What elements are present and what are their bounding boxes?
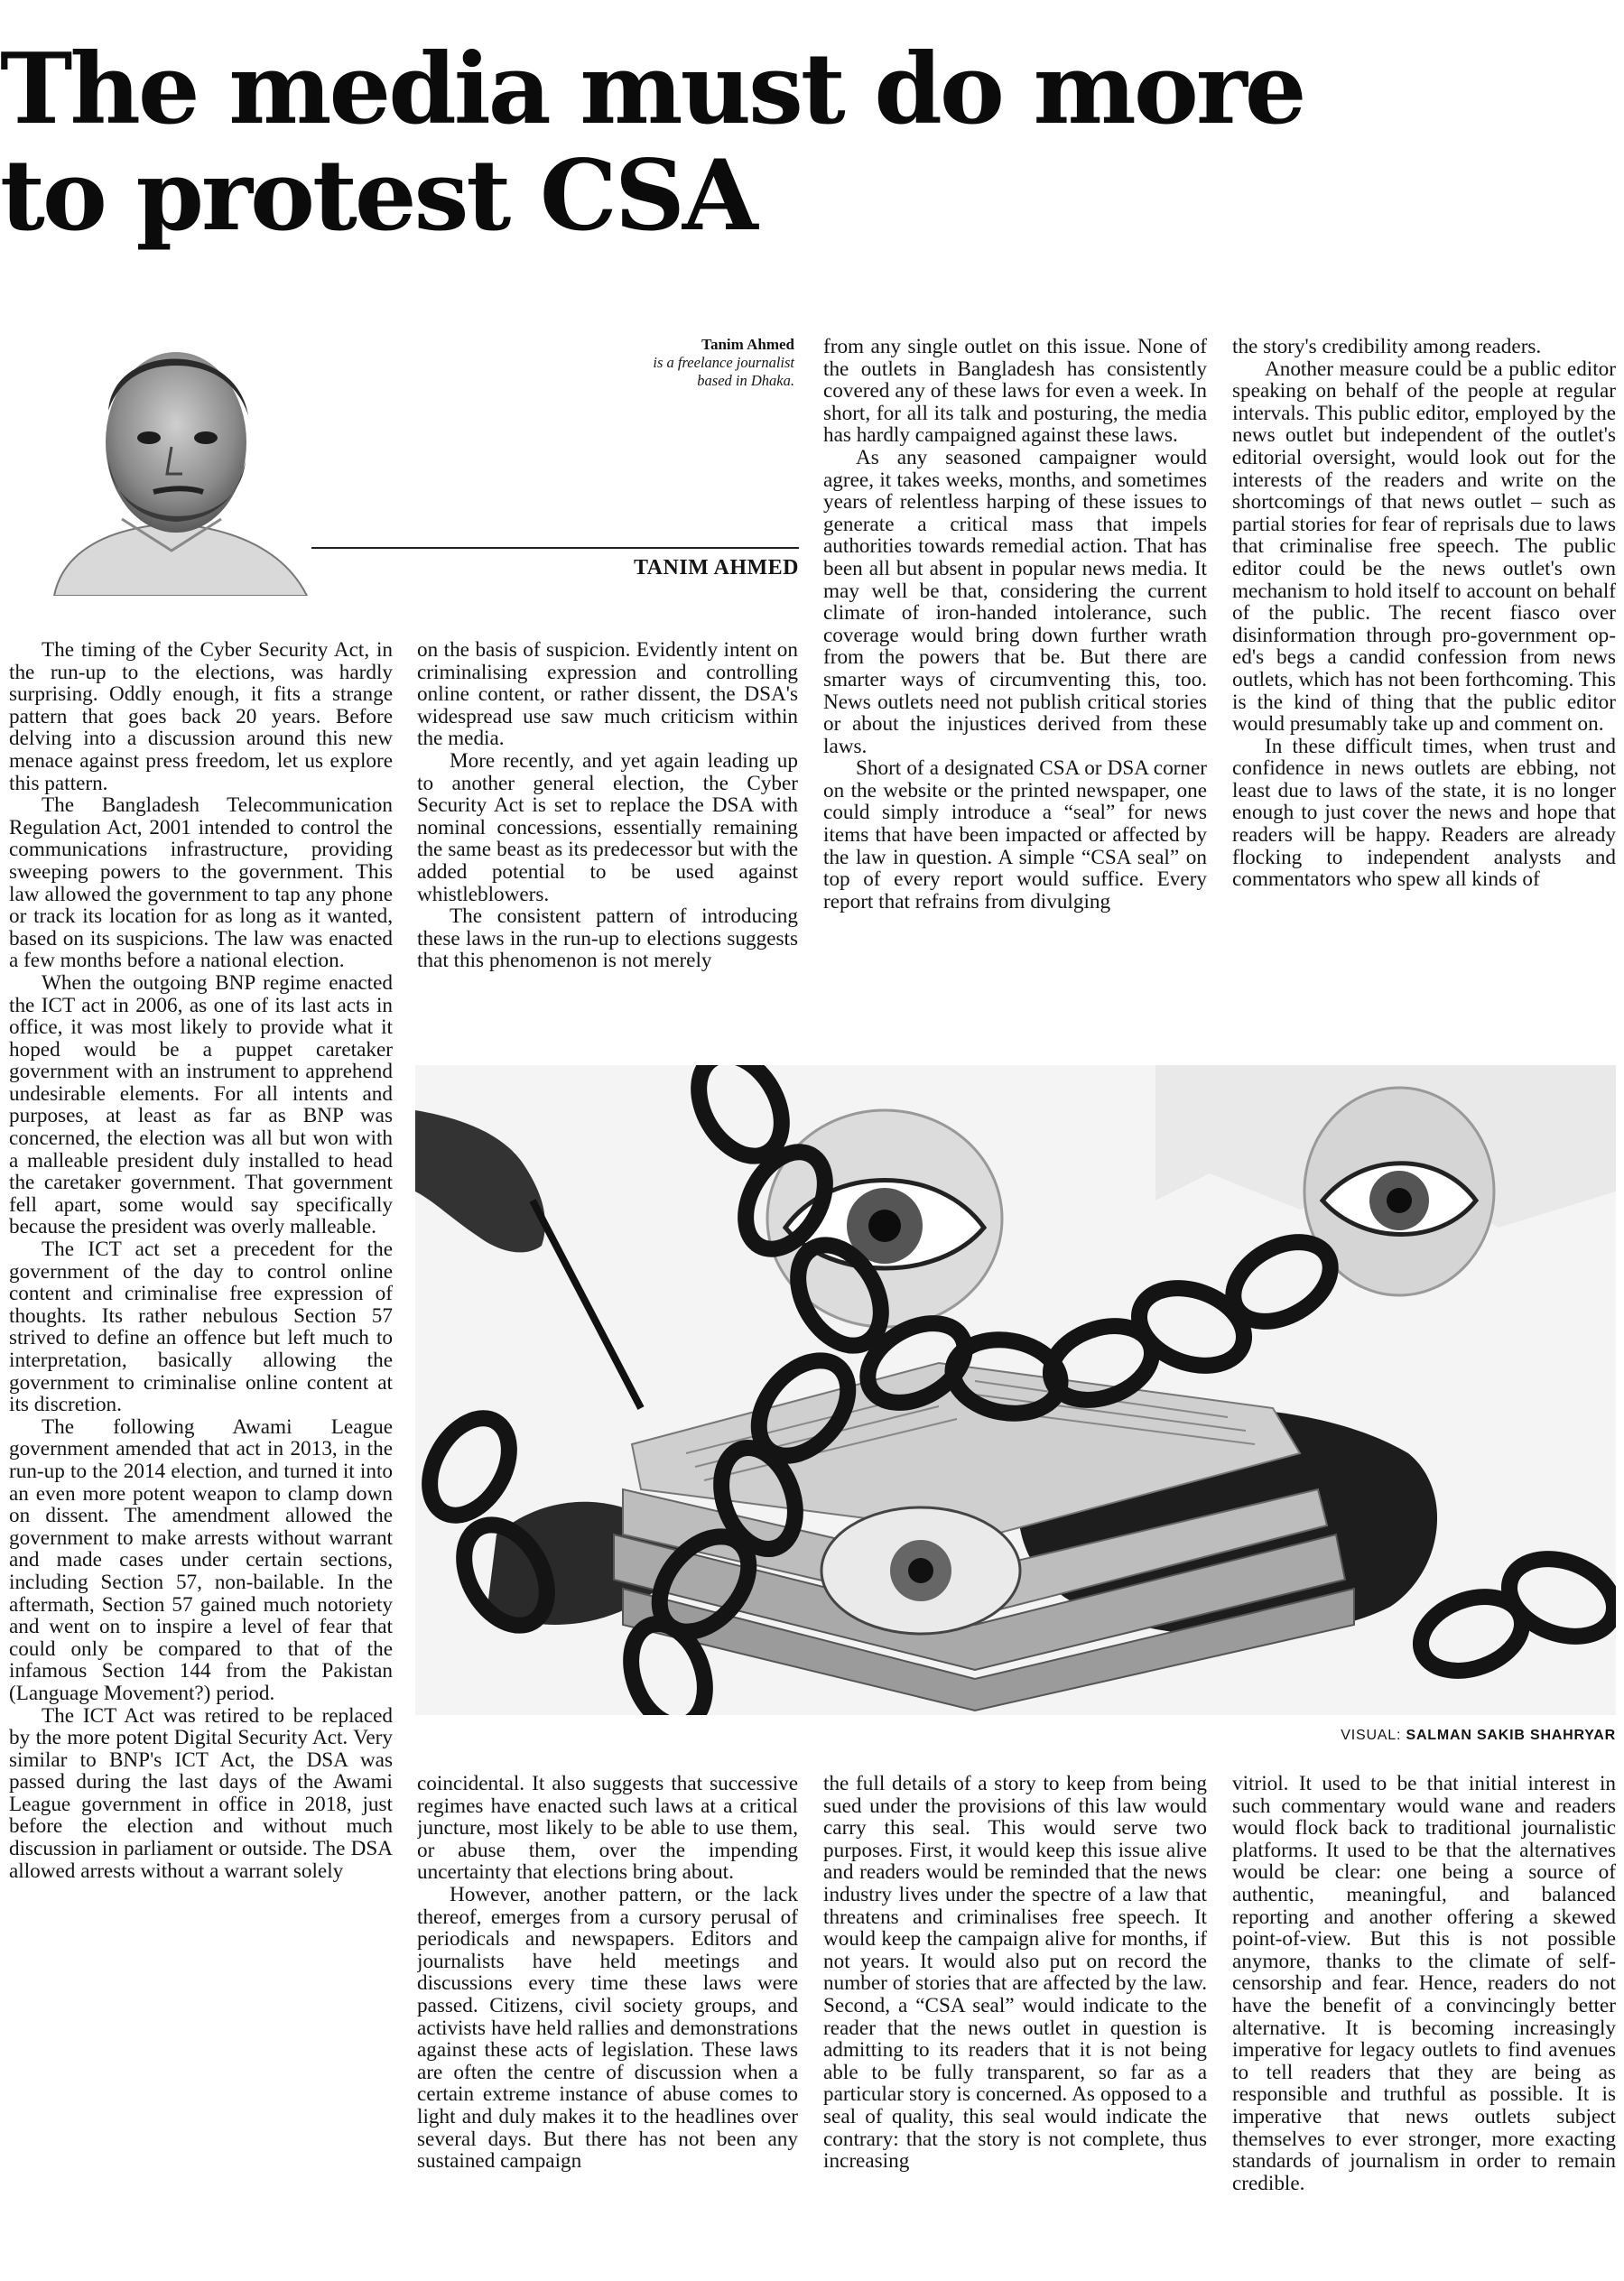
headline-line-2: to protest CSA: [0, 139, 756, 253]
article-paragraph: Another measure could be a public editor speaking on behalf of the people at regular intervals. This public editor, employed by the news outlet but independent of the outlet's editorial oversight, would look out for the interests of the readers and write on the shortcomings of that news outlet – such as partial stories for fear of reprisals due to laws that criminalise free speech. The public editor could be the news outlet's own mechanism to hold itself to account on behalf of the public. The recent fiasco over disinformation through pro-government op-ed's begs a candid confession from news outlets, which has not been forthcoming. This is the kind of thing that the public editor would presumably take up and comment on.: [1232, 357, 1616, 737]
article-paragraph: on the basis of suspicion. Evidently intent on criminalising expression and controlling online content, or rather dissent, the DSA's widespread use saw much criticism within the media.: [417, 639, 798, 751]
visual-credit: [1083, 1728, 1616, 1744]
visual-credit-label: VISUAL:: [1341, 1728, 1402, 1743]
author-portrait: [36, 325, 320, 596]
article-paragraph: More recently, and yet again leading up to another general election, the Cyber Security Act is set to replace the DSA with nominal concessions, essentially remaining the same beast as its predecessor but with the added potential to be used against whistleblowers.: [417, 748, 798, 906]
article-paragraph: the story's credibility among readers.: [1232, 336, 1542, 358]
article-column-1: [9, 639, 393, 2273]
headline: [0, 32, 1616, 253]
article-paragraph: The ICT Act was retired to be replaced by the more potent Digital Security Act. Very similar to BNP's ICT Act, the DSA was passed during the last days of the Awami League government in office in 2018, just before the election and without much discussion in parliament or outside. The DSA allowed arrests without a warrant solely: [9, 1703, 393, 1883]
article-paragraph: the full details of a story to keep from being sued under the provisions of this law would carry this seal. This would serve two purposes. First, it would keep this issue alive and readers would be reminded that the news industry lives under the spectre of a law that threatens and criminalises free speech. It would keep the campaign alive for months, if not years. It would also put on record the number of stories that are affected by the law. Second, a “CSA seal” would indicate to the reader that the news outlet in question is admitting to its readers that it is not being able to be fully transparent, so far as a particular story is concerned. As opposed to a seal of quality, this seal would indicate the contrary: that the story is not complete, thus increasing: [823, 1773, 1207, 2174]
illustration-chains-newspapers: [415, 1065, 1616, 1715]
article-paragraph: The Bangladesh Telecommunication Regulation Act, 2001 intended to control the communications infrastructure, providing sweeping powers to the government. This law allowed the government to tap any phone or track its location for as long as it wanted, based on its suspicions. The law was enacted a few months before a national election.: [9, 793, 393, 973]
author-bio: [506, 354, 794, 390]
article-column-2-bottom: [417, 1773, 798, 2273]
byline: TANIM AHMED: [633, 556, 799, 580]
headline-line-1: The media must do more: [0, 32, 1304, 146]
article-paragraph: As any seasoned campaigner would agree, it takes weeks, months, and sometimes years of relentless harping of these issues to generate a critical mass that impels authorities towards remedial action. That has been all but absent in popular news media. It may well be that, considering the current climate of iron-handed intolerance, such coverage would bring down further wrath from the powers that be. But there are smarter ways of circumventing this, too. News outlets need not publish critical stories or about the injustices derived from these laws.: [823, 445, 1207, 758]
author-bio-line-2: based in Dhaka.: [697, 372, 794, 389]
article-paragraph: vitriol. It used to be that initial interest in such commentary would wane and readers would flock back to traditional journalistic platforms. It used to be that the alternatives would be clear: one being a source of authentic, meaningful, and balanced reporting and another offering a skewed point-of-view. But this is not possible anymore, thanks to the climate of self-censorship and fear. Hence, readers do not have the benefit of a convincingly better alternative. It is becoming increasingly imperative for legacy outlets to find avenues to tell readers that they are being as responsible and truthful as possible. It is imperative that news outlets subject themselves to ever stronger, more exacting standards of journalism in order to remain credible.: [1232, 1773, 1616, 2195]
article-paragraph: In these difficult times, when trust and confidence in news outlets are ebbing, not least due to laws of the state, it is no longer enough to just cover the news and hope that readers will be happy. Readers are already flocking to independent analysts and commentators who spew all kinds of: [1232, 734, 1616, 892]
article-column-4-top: [1232, 336, 1616, 1063]
article-column-3-top: [823, 336, 1207, 1063]
article-paragraph: Short of a designated CSA or DSA corner on the website or the printed newspaper, one could simply introduce a “seal” for news items that have been impacted or affected by the law in question. A simple “CSA seal” on top of every report would suffice. Every report that refrains from divulging: [823, 756, 1207, 913]
article-column-2-top: [417, 639, 798, 1063]
article-paragraph: from any single outlet on this issue. None of the outlets in Bangladesh has consistently covered any of these laws for even a week. In short, for all its talk and posturing, the media has hardly campaigned against these laws.: [823, 336, 1207, 448]
article-paragraph: When the outgoing BNP regime enacted the ICT act in 2006, as one of its last acts in office, it was most likely to provide what it hoped would be a puppet caretaker government with an instrument to apprehend undesirable elements. For all intents and purposes, at least as far as BNP was concerned, the election was all but won with a malleable president duly installed to head the caretaker government. That government fell apart, some would say specifically because the president was overly malleable.: [9, 970, 393, 1239]
author-bio-line-1: is a freelance journalist: [653, 354, 794, 371]
article-column-4-bottom: [1232, 1773, 1616, 2273]
byline-rule: [311, 547, 799, 549]
article-column-3-bottom: [823, 1773, 1207, 2273]
article-paragraph: The following Awami League government amended that act in 2013, in the run-up to the 2014 election, and turned it into an even more potent weapon to clamp down on dissent. The amendment allowed the government to make arrests without warrant and made cases under certain sections, including Section 57, non-bailable. In the aftermath, Section 57 gained much notoriety and went on to inspire a level of fear that could only be compared to that of the infamous Section 144 from the Pakistan (Language Movement?) period.: [9, 1414, 393, 1705]
visual-credit-name: SALMAN SAKIB SHAHRYAR: [1406, 1728, 1616, 1743]
article-paragraph: The consistent pattern of introducing these laws in the run-up to elections suggests that this phenomenon is not merely: [417, 904, 798, 973]
article-paragraph: However, another pattern, or the lack thereof, emerges from a cursory perusal of periodicals and newspapers. Editors and journalists have held meetings and discussions every time these laws were passed. Citizens, civil society groups, and activists have held rallies and demonstrations against these acts of legislation. These laws are often the centre of discussion when a certain extreme instance of abuse comes to light and duly makes it to the headlines over several days. But there has not been any sustained campaign: [417, 1882, 798, 2174]
article-paragraph: The timing of the Cyber Security Act, in the run-up to the elections, was hardly surprising. Oddly enough, it fits a strange pattern that goes back 20 years. Before delving into a discussion around this new menace against press freedom, let us explore this pattern.: [9, 639, 393, 795]
article-paragraph: The ICT act set a precedent for the government of the day to control online content and criminalise free expression of thoughts. Its rather nebulous Section 57 strived to define an offence but left much to interpretation, basically allowing the government to criminalise online content at its discretion.: [9, 1238, 393, 1417]
article-paragraph: coincidental. It also suggests that successive regimes have enacted such laws at a critical juncture, most likely to be able to use them, or abuse them, over the impending uncertainty that elections bring about.: [417, 1773, 798, 1885]
author-name: Tanim Ahmed: [701, 336, 794, 353]
